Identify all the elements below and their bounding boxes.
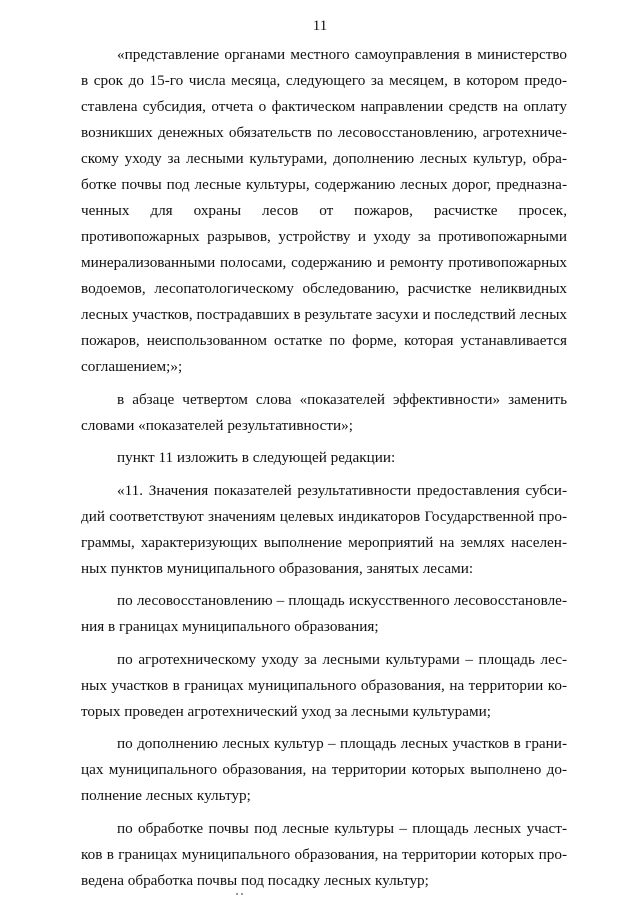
paragraph-soil-treatment: по обработке почвы под лесные культуры – площадь лесных участков в границах муниципального образования, на территории которых проведена обработка почвы под посадку лесных культур; xyxy=(81,819,567,889)
paragraph-supplementing-cultures: по дополнению лесных культур – площадь лесных участков в границах муниципального образования, на территории которых выполнено дополнение лесных культур; xyxy=(81,735,567,804)
paragraph-agrotechnical-care: по агротехническому уходу за лесными культурами – площадь лесных участков в границах муниципального образования, на территории которых проведен агротехнический уход за лесными культурами; xyxy=(81,650,567,720)
paragraph-item-11-intro: пункт 11 изложить в следующей редакции: xyxy=(117,449,396,466)
document-body xyxy=(81,42,567,900)
page-number: 11 xyxy=(312,18,328,34)
paragraph-reforestation: по лесовосстановлению – площадь искусственного лесовосстановления в границах муниципального образования; xyxy=(81,592,567,635)
paragraph-item-11-text: «11. Значения показателей результативности предоставления субсидий соответствуют значениям целевых индикаторов Государственной программы, характеризующих выполнение мероприятий на землях населенных пунктов муниципального образования, занятых лесами: xyxy=(81,481,567,577)
scan-speck xyxy=(241,893,243,895)
paragraph-report-submission: «представление органами местного самоуправления в министерство в срок до 15-го числа месяца, следующего за месяцем, в котором предоставлена субсидия, отчета о фактическом направлении средств на оплату возникших денежных обязательств по лесовосстановлению, агротехническому уходу за лесными культурами, дополнению лесных культур, обработке почвы под лесные культуры, содержанию лесных дорог, предназначенных для охраны лесов от пожаров, расчистке просек, противопожарных разрывов, устройству и уходу за противопожарными минерализованными полосами, содержанию и ремонту противопожарных водоемов, лесопатологическому обследованию, расчистке неликвидных лесных участков, пострадавших в результате засухи и последствий лесных пожаров, неиспользованном остатке по форме, которая устанавливается соглашением;»; xyxy=(81,46,567,375)
paragraph-replace-words: в абзаце четвертом слова «показателей эффективности» заменить словами «показателей результативности»; xyxy=(81,390,567,434)
scan-speck xyxy=(236,893,238,895)
